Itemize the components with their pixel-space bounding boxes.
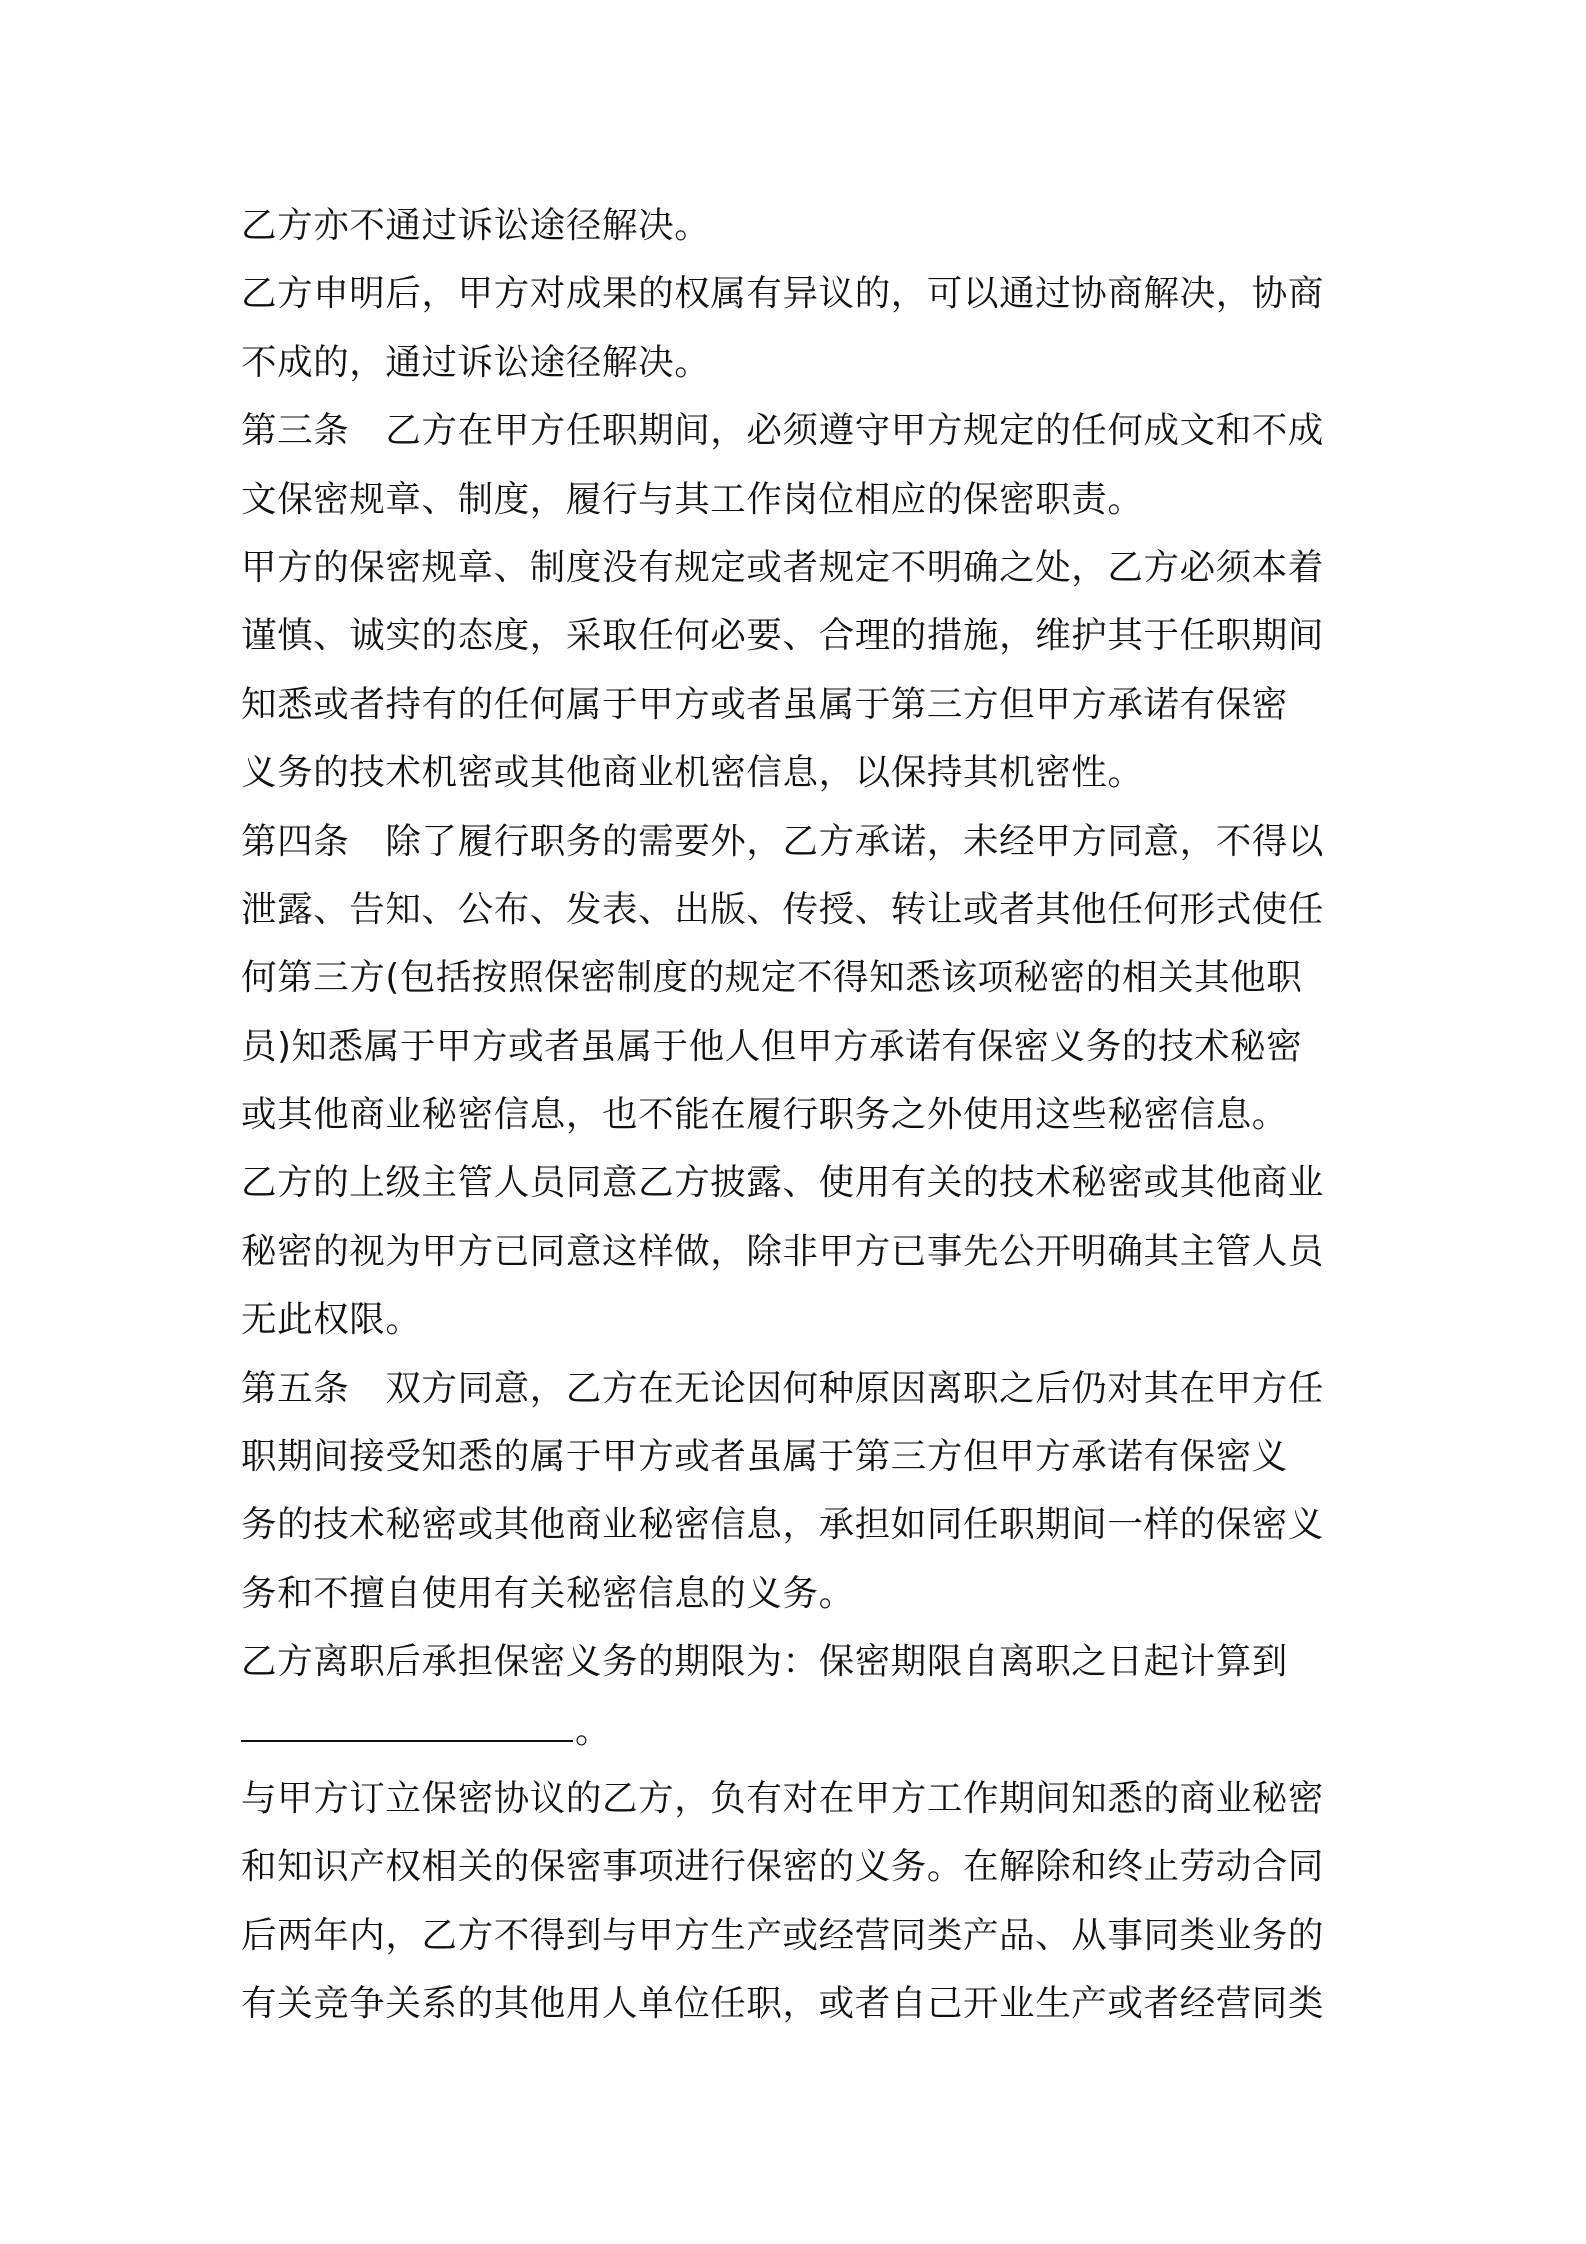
text-line: 泄露、告知、公布、发表、出版、传授、转让或者其他任何形式使任: [241, 888, 1325, 930]
text-line: 乙方申明后，甲方对成果的权属有异议的，可以通过协商解决，协商: [241, 273, 1325, 315]
text-line: 知悉或者持有的任何属于甲方或者虽属于第三方但甲方承诺有保密: [241, 683, 1288, 725]
text-line: 谨慎、诚实的态度，采取任何必要、合理的措施，维护其于任职期间: [241, 615, 1325, 657]
text-line: 甲方的保密规章、制度没有规定或者规定不明确之处，乙方必须本着: [241, 546, 1325, 588]
text-line: 文保密规章、制度，履行与其工作岗位相应的保密职责。: [241, 478, 1144, 520]
text-line: 员)知悉属于甲方或者虽属于他人但甲方承诺有保密义务的技术秘密: [241, 1025, 1303, 1067]
text-line: 与甲方订立保密协议的乙方，负有对在甲方工作期间知悉的商业秘密: [241, 1777, 1325, 1819]
text-line: 乙方亦不通过诉讼途径解决。: [241, 205, 711, 246]
text-line: 和知识产权相关的保密事项进行保密的义务。在解除和终止劳动合同: [241, 1846, 1325, 1888]
document-body: [241, 192, 1361, 2039]
text-line: 乙方的上级主管人员同意乙方披露、使用有关的技术秘密或其他商业: [241, 1162, 1325, 1204]
fill-in-blank: [241, 1710, 573, 1742]
text-line: 有关竞争关系的其他用人单位任职，或者自己开业生产或者经营同类: [241, 1983, 1325, 2025]
text-line: 或其他商业秘密信息，也不能在履行职务之外使用这些秘密信息。: [241, 1094, 1288, 1136]
text-line: 何第三方(包括按照保密制度的规定不得知悉该项秘密的相关其他职: [241, 957, 1303, 999]
text-line: 职期间接受知悉的属于甲方或者虽属于第三方但甲方承诺有保密义: [241, 1436, 1288, 1478]
fill-in-blank-line: [241, 1697, 1361, 1765]
text-line: 无此权限。: [241, 1299, 422, 1341]
text-line: 义务的技术机密或其他商业机密信息，以保持其机密性。: [241, 752, 1144, 794]
text-line: 秘密的视为甲方已同意这样做，除非甲方已事先公开明确其主管人员: [241, 1230, 1325, 1272]
text-line: 第四条 除了履行职务的需要外，乙方承诺，未经甲方同意，不得以: [241, 820, 1325, 862]
text-line: 务的技术秘密或其他商业秘密信息，承担如同任职期间一样的保密义: [241, 1504, 1325, 1546]
text-line: 务和不擅自使用有关秘密信息的义务。: [241, 1572, 855, 1614]
blank-suffix: 。: [575, 1709, 612, 1751]
text-line: 后两年内，乙方不得到与甲方生产或经营同类产品、从事同类业务的: [241, 1914, 1325, 1956]
text-line: 不成的，通过诉讼途径解决。: [241, 341, 711, 383]
text-line: 乙方离职后承担保密义务的期限为：保密期限自离职之日起计算到: [241, 1641, 1288, 1683]
text-line: 第五条 双方同意，乙方在无论因何种原因离职之后仍对其在甲方任: [241, 1367, 1325, 1409]
text-line: 第三条 乙方在甲方任职期间，必须遵守甲方规定的任何成文和不成: [241, 410, 1325, 452]
